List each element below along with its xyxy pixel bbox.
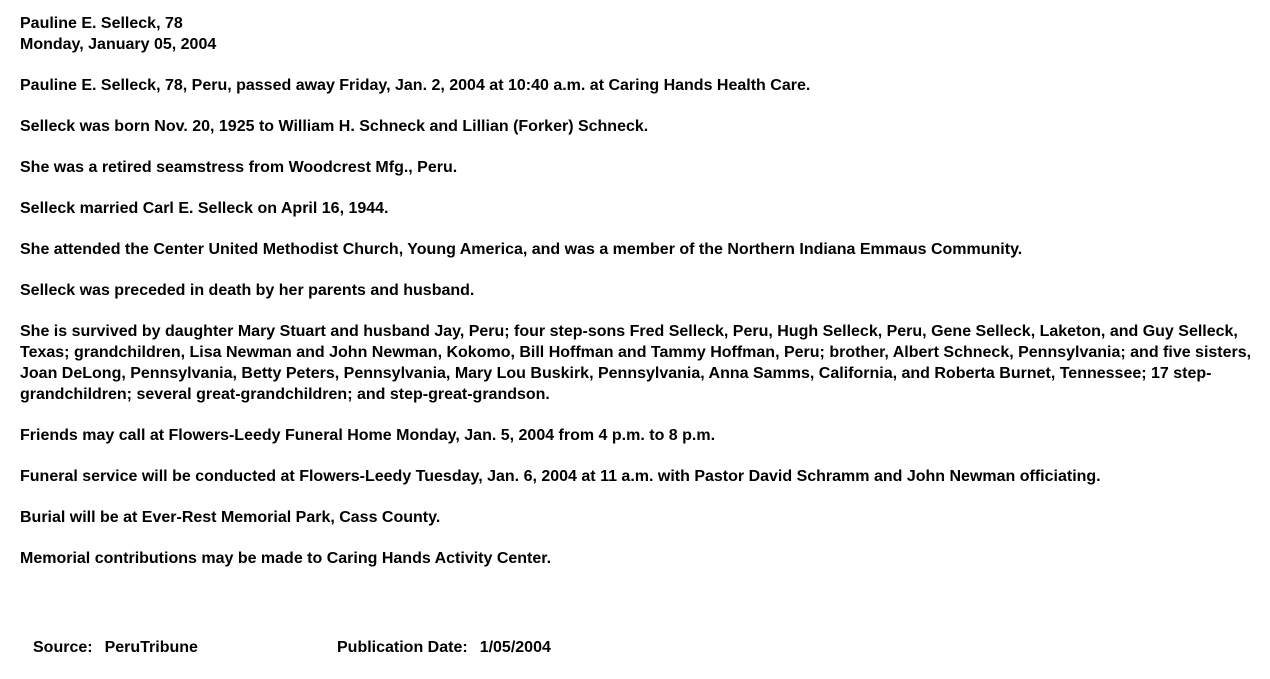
paragraph-memorials: Memorial contributions may be made to Caring Hands Activity Center. bbox=[20, 550, 552, 567]
paragraph-survivors: She is survived by daughter Mary Stuart and husband Jay, Peru; four step-sons Fred Selleck, Peru, Hugh Selleck, Peru, Gene Selleck, Laketon, and Guy Selleck, Texas; grandchildren, Lisa Newman and John Newman, Kokomo, Bill Hoffman and Tammy Hoffman, Peru; brother, Albert Schneck, Pennsylvania; and five sisters, Joan DeLong, Pennsylvania, Betty Peters, Pennsylvania, Mary Lou Buskirk, Pennsylvania, Anna Samms, California, and Roberta Burnet, Tennessee; 17 step-grandchildren; several great-grandchildren; and step-great-grandson. bbox=[20, 323, 1252, 403]
publication-date-label: Publication Date: bbox=[337, 639, 468, 656]
paragraph-marriage: Selleck married Carl E. Selleck on April 16, 1944. bbox=[20, 200, 389, 217]
source-value: PeruTribune bbox=[104, 639, 198, 656]
paragraph-visitation: Friends may call at Flowers-Leedy Funeral Home Monday, Jan. 5, 2004 from 4 p.m. to 8 p.m. bbox=[20, 427, 716, 444]
paragraph-church: She attended the Center United Methodist Church, Young America, and was a member of the Northern Indiana Emmaus Community. bbox=[20, 241, 1023, 258]
publication-info bbox=[337, 638, 551, 658]
obituary-date: Monday, January 05, 2004 bbox=[20, 36, 217, 53]
paragraph-funeral: Funeral service will be conducted at Flowers-Leedy Tuesday, Jan. 6, 2004 at 11 a.m. with Pastor David Schramm and John Newman officiating. bbox=[20, 468, 1101, 485]
paragraph-occupation: She was a retired seamstress from Woodcrest Mfg., Peru. bbox=[20, 159, 458, 176]
paragraph-preceded: Selleck was preceded in death by her parents and husband. bbox=[20, 282, 475, 299]
paragraph-burial: Burial will be at Ever-Rest Memorial Park, Cass County. bbox=[20, 509, 441, 526]
publication-date-value: 1/05/2004 bbox=[479, 639, 551, 656]
paragraph-death-notice: Pauline E. Selleck, 78, Peru, passed away Friday, Jan. 2, 2004 at 10:40 a.m. at Caring Hands Health Care. bbox=[20, 77, 811, 94]
obituary-title: Pauline E. Selleck, 78 bbox=[20, 15, 183, 32]
source-label: Source: bbox=[33, 639, 93, 656]
source-info bbox=[33, 638, 198, 658]
paragraph-birth: Selleck was born Nov. 20, 1925 to William H. Schneck and Lillian (Forker) Schneck. bbox=[20, 118, 649, 135]
obituary-document bbox=[20, 13, 1260, 569]
